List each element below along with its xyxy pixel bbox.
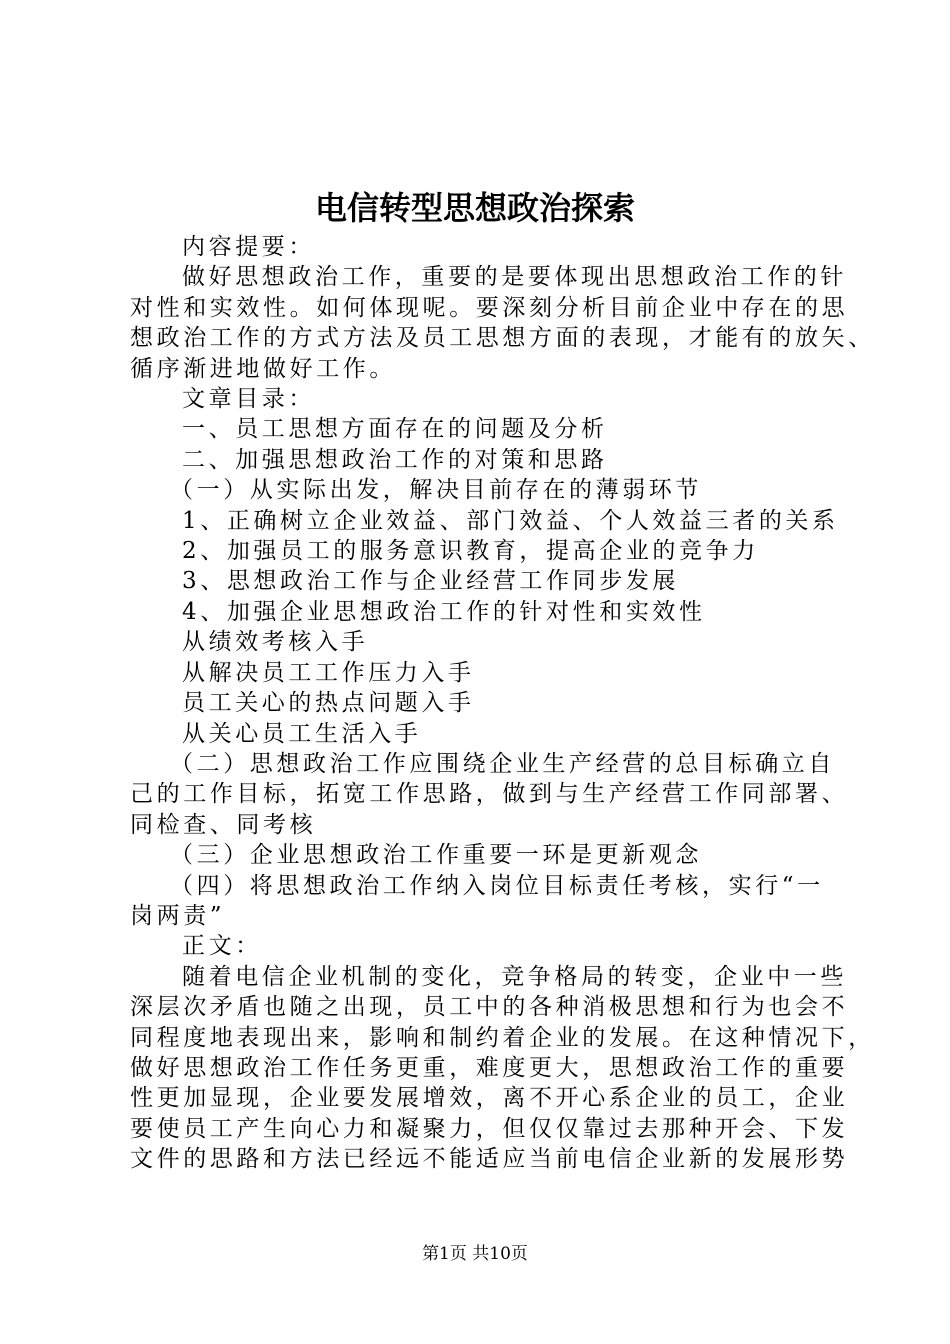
toc-point-1: 从绩效考核入手 (182, 629, 369, 656)
toc-label: 文章目录： (182, 386, 315, 413)
toc-point-4: 从关心员工生活入手 (182, 720, 422, 747)
toc-subsection-2-line-2: 己的工作目标，拓宽工作思路，做到与生产经营工作同部署、 (130, 781, 849, 808)
document-title: 电信转型思想政治探索 (314, 189, 635, 227)
abstract-line-1: 做好思想政治工作，重要的是要体现出思想政治工作的针 (182, 264, 847, 291)
body-line-4: 做好思想政治工作任务更重，难度更大，思想政治工作的重要 (130, 1054, 849, 1081)
document-body (130, 232, 875, 1175)
abstract-line-2: 对性和实效性。如何体现呢。要深刻分析目前企业中存在的思 (130, 294, 849, 321)
toc-point-3: 员工关心的热点问题入手 (182, 690, 475, 717)
toc-subsection-2-line-3: 同检查、同考核 (130, 811, 317, 838)
body-label: 正文： (182, 933, 262, 960)
abstract-line-4: 循序渐进地做好工作。 (130, 355, 396, 382)
body-line-7: 文件的思路和方法已经远不能适应当前电信企业新的发展形势 (130, 1146, 849, 1173)
body-line-1: 随着电信企业机制的变化，竞争格局的转变，企业中一些 (182, 963, 847, 990)
toc-item-2: 2、加强员工的服务意识教育，提高企业的竞争力 (182, 538, 759, 565)
toc-item-1: 1、正确树立企业效益、部门效益、个人效益三者的关系 (182, 507, 839, 534)
toc-subsection-3: （三）企业思想政治工作重要一环是更新观念 (170, 842, 702, 869)
toc-subsection-2-line-1: （二）思想政治工作应围绕企业生产经营的总目标确立自 (170, 750, 835, 777)
body-line-6: 要使员工产生向心力和凝聚力，但仅仅靠过去那种开会、下发 (130, 1115, 849, 1142)
toc-subsection-4-line-2: 岗两责” (130, 902, 226, 929)
toc-section-1: 一、员工思想方面存在的问题及分析 (182, 416, 608, 443)
abstract-label: 内容提要： (182, 234, 315, 260)
toc-subsection-1: （一）从实际出发，解决目前存在的薄弱环节 (170, 477, 702, 504)
page-footer: 第1页 共10页 (422, 1244, 528, 1264)
toc-item-3: 3、思想政治工作与企业经营工作同步发展 (182, 568, 680, 595)
toc-subsection-4-line-1: （四）将思想政治工作纳入岗位目标责任考核，实行“一 (170, 872, 824, 899)
abstract-line-3: 想政治工作的方式方法及员工思想方面的表现，才能有的放矢、 (130, 325, 875, 352)
toc-item-4: 4、加强企业思想政治工作的针对性和实效性 (182, 598, 706, 625)
body-line-2: 深层次矛盾也随之出现，员工中的各种消极思想和行为也会不 (130, 994, 849, 1021)
body-line-3: 同程度地表现出来，影响和制约着企业的发展。在这种情况下， (130, 1024, 875, 1051)
toc-section-2: 二、加强思想政治工作的对策和思路 (182, 446, 608, 473)
body-line-5: 性更加显现，企业要发展增效，离不开心系企业的员工，企业 (130, 1085, 849, 1112)
toc-point-2: 从解决员工工作压力入手 (182, 659, 475, 686)
